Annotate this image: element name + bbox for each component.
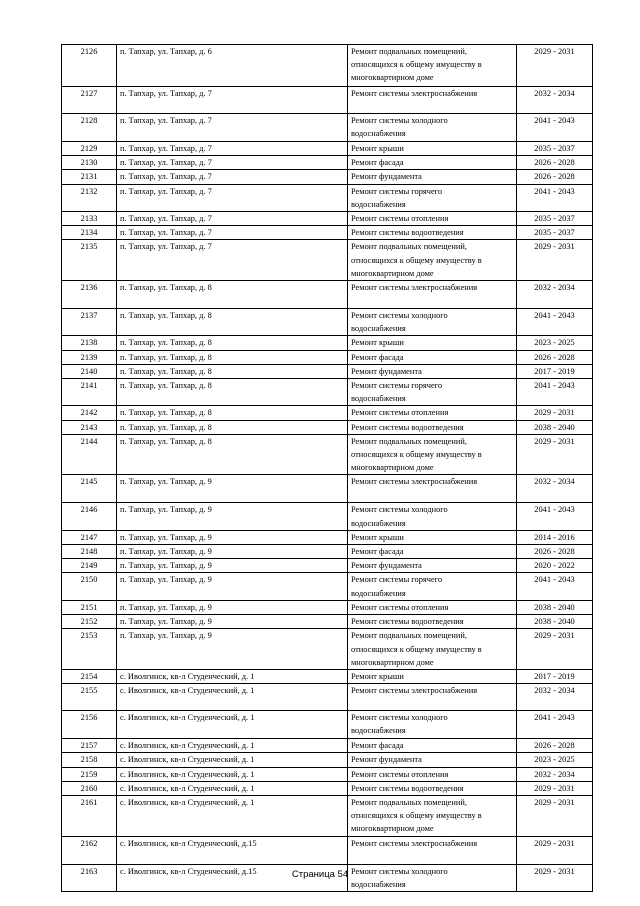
row-work-type: Ремонт фасада [348,545,517,559]
row-address: п. Тапхар, ул. Тапхар, д. 9 [117,629,348,670]
row-address: п. Тапхар, ул. Тапхар, д. 9 [117,600,348,614]
row-number: 2126 [62,45,117,87]
row-address: п. Тапхар, ул. Тапхар, д. 9 [117,475,348,503]
row-period: 2014 - 2016 [517,530,593,544]
row-address: п. Тапхар, ул. Тапхар, д. 8 [117,350,348,364]
row-address: п. Тапхар, ул. Тапхар, д. 9 [117,545,348,559]
row-address: п. Тапхар, ул. Тапхар, д. 8 [117,434,348,475]
row-address: п. Тапхар, ул. Тапхар, д. 9 [117,615,348,629]
table-row [62,559,593,573]
table-row [62,434,593,475]
row-work-type: Ремонт фасада [348,156,517,170]
row-number: 2151 [62,600,117,614]
row-period: 2038 - 2040 [517,600,593,614]
row-work-type: Ремонт крыши [348,669,517,683]
row-number: 2129 [62,142,117,156]
table-row [62,226,593,240]
row-period: 2041 - 2043 [517,114,593,142]
table-row [62,379,593,406]
row-work-type: Ремонт системы отопления [348,212,517,226]
row-address: п. Тапхар, ул. Тапхар, д. 8 [117,379,348,406]
row-period: 2029 - 2031 [517,781,593,795]
row-work-type: Ремонт системы электроснабжения [348,836,517,864]
row-address: п. Тапхар, ул. Тапхар, д. 7 [117,184,348,211]
row-number: 2160 [62,781,117,795]
table-row [62,281,593,309]
row-address: п. Тапхар, ул. Тапхар, д. 9 [117,573,348,600]
table-row [62,184,593,211]
row-work-type: Ремонт системы электроснабжения [348,281,517,309]
row-number: 2143 [62,420,117,434]
table-row [62,711,593,739]
row-work-type: Ремонт подвальных помещений, относящихся к общему имуществу в многоквартирном доме [348,795,517,836]
table-row [62,530,593,544]
row-period: 2029 - 2031 [517,406,593,420]
row-number: 2127 [62,87,117,114]
table-row [62,170,593,184]
row-work-type: Ремонт фасада [348,350,517,364]
row-address: п. Тапхар, ул. Тапхар, д. 8 [117,309,348,336]
row-period: 2032 - 2034 [517,281,593,309]
row-period: 2032 - 2034 [517,475,593,503]
row-work-type: Ремонт подвальных помещений, относящихся к общему имуществу в многоквартирном доме [348,629,517,670]
row-number: 2130 [62,156,117,170]
row-address: п. Тапхар, ул. Тапхар, д. 8 [117,336,348,350]
row-period: 2026 - 2028 [517,739,593,753]
row-period: 2035 - 2037 [517,142,593,156]
row-address: п. Тапхар, ул. Тапхар, д. 7 [117,87,348,114]
row-address: с. Иволгинск, кв-л Студенческий, д. 1 [117,711,348,739]
row-period: 2017 - 2019 [517,669,593,683]
table-row [62,795,593,836]
row-work-type: Ремонт системы холодного водоснабжения [348,114,517,142]
row-number: 2156 [62,711,117,739]
table-row [62,503,593,530]
row-address: п. Тапхар, ул. Тапхар, д. 8 [117,406,348,420]
row-work-type: Ремонт подвальных помещений, относящихся к общему имуществу в многоквартирном доме [348,434,517,475]
row-address: п. Тапхар, ул. Тапхар, д. 7 [117,212,348,226]
row-number: 2150 [62,573,117,600]
row-address: п. Тапхар, ул. Тапхар, д. 7 [117,226,348,240]
row-period: 2032 - 2034 [517,767,593,781]
row-address: с. Иволгинск, кв-л Студенческий, д. 1 [117,795,348,836]
row-work-type: Ремонт системы холодного водоснабжения [348,309,517,336]
table-row [62,475,593,503]
row-work-type: Ремонт системы холодного водоснабжения [348,503,517,530]
table-row [62,545,593,559]
table-row [62,114,593,142]
table-row [62,767,593,781]
row-address: с. Иволгинск, кв-л Студенческий, д. 1 [117,669,348,683]
row-address: п. Тапхар, ул. Тапхар, д. 8 [117,420,348,434]
row-work-type: Ремонт фасада [348,739,517,753]
row-address: п. Тапхар, ул. Тапхар, д. 7 [117,114,348,142]
row-number: 2136 [62,281,117,309]
row-address: п. Тапхар, ул. Тапхар, д. 9 [117,530,348,544]
row-period: 2041 - 2043 [517,503,593,530]
row-work-type: Ремонт системы водоотведения [348,615,517,629]
row-period: 2023 - 2025 [517,753,593,767]
table-row [62,600,593,614]
row-number: 2155 [62,684,117,711]
row-period: 2038 - 2040 [517,420,593,434]
row-number: 2148 [62,545,117,559]
row-work-type: Ремонт подвальных помещений, относящихся к общему имуществу в многоквартирном доме [348,45,517,87]
row-address: п. Тапхар, ул. Тапхар, д. 6 [117,45,348,87]
table-row [62,753,593,767]
table-row [62,212,593,226]
row-address: п. Тапхар, ул. Тапхар, д. 7 [117,142,348,156]
row-number: 2159 [62,767,117,781]
row-number: 2141 [62,379,117,406]
row-number: 2146 [62,503,117,530]
row-number: 2138 [62,336,117,350]
table-row [62,240,593,281]
row-period: 2026 - 2028 [517,350,593,364]
row-work-type: Ремонт системы электроснабжения [348,475,517,503]
row-address: п. Тапхар, ул. Тапхар, д. 7 [117,156,348,170]
row-number: 2153 [62,629,117,670]
row-address: с. Иволгинск, кв-л Студенческий, д. 1 [117,739,348,753]
row-period: 2029 - 2031 [517,434,593,475]
row-address: с. Иволгинск, кв-л Студенческий, д.15 [117,864,348,891]
row-work-type: Ремонт фундамента [348,753,517,767]
row-work-type: Ремонт системы водоотведения [348,420,517,434]
row-period: 2041 - 2043 [517,309,593,336]
table-row [62,142,593,156]
row-address: п. Тапхар, ул. Тапхар, д. 8 [117,281,348,309]
table-row [62,420,593,434]
row-period: 2026 - 2028 [517,156,593,170]
row-number: 2140 [62,364,117,378]
table-row [62,836,593,864]
row-number: 2142 [62,406,117,420]
row-number: 2137 [62,309,117,336]
row-period: 2041 - 2043 [517,573,593,600]
row-address: с. Иволгинск, кв-л Студенческий, д. 1 [117,753,348,767]
table-row [62,406,593,420]
row-work-type: Ремонт фундамента [348,559,517,573]
row-address: с. Иволгинск, кв-л Студенческий, д.15 [117,836,348,864]
table-row [62,87,593,114]
row-number: 2145 [62,475,117,503]
row-work-type: Ремонт крыши [348,336,517,350]
row-number: 2163 [62,864,117,891]
row-number: 2158 [62,753,117,767]
row-work-type: Ремонт фундамента [348,170,517,184]
row-number: 2132 [62,184,117,211]
row-number: 2147 [62,530,117,544]
row-number: 2128 [62,114,117,142]
row-number: 2134 [62,226,117,240]
row-work-type: Ремонт крыши [348,530,517,544]
row-period: 2041 - 2043 [517,184,593,211]
table-row [62,573,593,600]
table-row [62,781,593,795]
row-number: 2161 [62,795,117,836]
row-number: 2144 [62,434,117,475]
row-work-type: Ремонт системы электроснабжения [348,87,517,114]
row-number: 2133 [62,212,117,226]
row-period: 2029 - 2031 [517,795,593,836]
works-table [61,44,593,892]
row-period: 2041 - 2043 [517,711,593,739]
row-address: п. Тапхар, ул. Тапхар, д. 7 [117,170,348,184]
row-work-type: Ремонт системы отопления [348,406,517,420]
row-period: 2017 - 2019 [517,364,593,378]
row-period: 2026 - 2028 [517,545,593,559]
row-address: с. Иволгинск, кв-л Студенческий, д. 1 [117,684,348,711]
table-row [62,350,593,364]
row-work-type: Ремонт системы горячего водоснабжения [348,379,517,406]
row-work-type: Ремонт системы горячего водоснабжения [348,184,517,211]
row-number: 2152 [62,615,117,629]
row-period: 2023 - 2025 [517,336,593,350]
row-work-type: Ремонт системы электроснабжения [348,684,517,711]
row-number: 2154 [62,669,117,683]
row-period: 2035 - 2037 [517,212,593,226]
row-number: 2162 [62,836,117,864]
table-row [62,364,593,378]
row-work-type: Ремонт фундамента [348,364,517,378]
row-period: 2029 - 2031 [517,629,593,670]
row-work-type: Ремонт системы водоотведения [348,781,517,795]
row-address: с. Иволгинск, кв-л Студенческий, д. 1 [117,767,348,781]
row-address: п. Тапхар, ул. Тапхар, д. 9 [117,559,348,573]
row-period: 2020 - 2022 [517,559,593,573]
table-row [62,615,593,629]
row-work-type: Ремонт системы холодного водоснабжения [348,864,517,891]
row-address: п. Тапхар, ул. Тапхар, д. 8 [117,364,348,378]
row-period: 2032 - 2034 [517,87,593,114]
row-period: 2032 - 2034 [517,684,593,711]
page-number: Страница 54 [291,869,349,880]
table-row [62,684,593,711]
row-address: п. Тапхар, ул. Тапхар, д. 7 [117,240,348,281]
table-row [62,156,593,170]
table-row [62,336,593,350]
row-address: с. Иволгинск, кв-л Студенческий, д. 1 [117,781,348,795]
row-work-type: Ремонт системы водоотведения [348,226,517,240]
row-period: 2029 - 2031 [517,864,593,891]
table-row [62,45,593,87]
row-work-type: Ремонт системы горячего водоснабжения [348,573,517,600]
row-period: 2035 - 2037 [517,226,593,240]
row-period: 2029 - 2031 [517,45,593,87]
table-row [62,739,593,753]
row-period: 2029 - 2031 [517,836,593,864]
row-number: 2149 [62,559,117,573]
works-table-body [62,45,593,892]
row-number: 2157 [62,739,117,753]
row-work-type: Ремонт подвальных помещений, относящихся к общему имуществу в многоквартирном доме [348,240,517,281]
row-period: 2029 - 2031 [517,240,593,281]
row-address: п. Тапхар, ул. Тапхар, д. 9 [117,503,348,530]
row-work-type: Ремонт крыши [348,142,517,156]
row-period: 2038 - 2040 [517,615,593,629]
table-row [62,669,593,683]
row-work-type: Ремонт системы холодного водоснабжения [348,711,517,739]
table-row [62,309,593,336]
row-number: 2139 [62,350,117,364]
row-work-type: Ремонт системы отопления [348,600,517,614]
table-row [62,629,593,670]
row-number: 2135 [62,240,117,281]
row-work-type: Ремонт системы отопления [348,767,517,781]
row-number: 2131 [62,170,117,184]
row-period: 2041 - 2043 [517,379,593,406]
row-period: 2026 - 2028 [517,170,593,184]
